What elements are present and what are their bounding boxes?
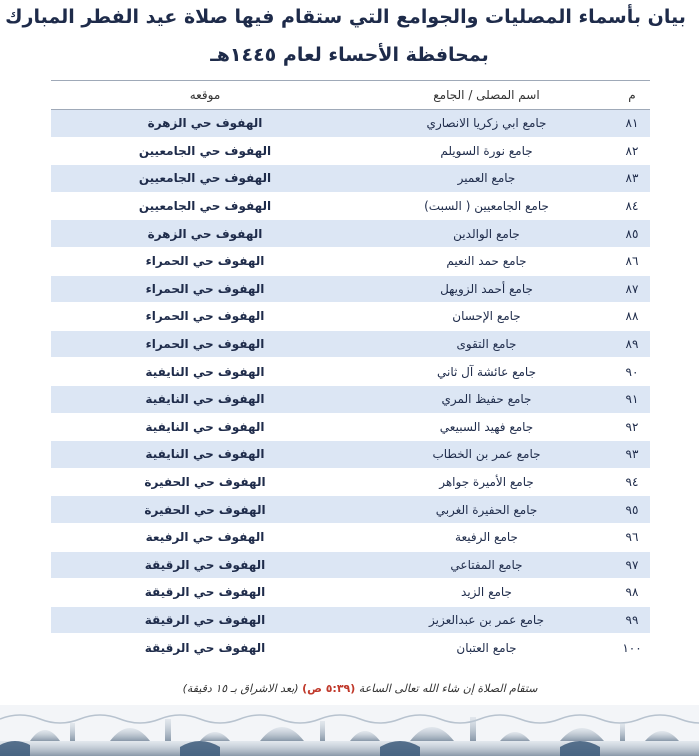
row-number: ٩٥: [614, 496, 650, 524]
mosque-location: الهفوف حي الجامعيين: [51, 137, 359, 165]
table-row: [51, 579, 650, 607]
row-number: ٨٨: [614, 303, 650, 331]
mosque-location: الهفوف حي الرقيقة: [51, 579, 359, 607]
table-row: [51, 551, 650, 579]
mosque-location: الهفوف حي الحمراء: [51, 303, 359, 331]
page-subtitle: بمحافظة الأحساء لعام ١٤٤٥هـ: [210, 44, 489, 66]
mosque-skyline-decoration: [0, 705, 699, 756]
table-row: [51, 220, 650, 248]
mosque-location: الهفوف حي الرقيقة: [51, 551, 359, 579]
table-row: [51, 330, 650, 358]
row-number: ٨٥: [614, 220, 650, 248]
row-number: ٩١: [614, 385, 650, 413]
table-row: [51, 385, 650, 413]
mosque-location: الهفوف حي الحمراء: [51, 330, 359, 358]
mosque-name: جامع عمر بن عبدالعزيز: [359, 606, 614, 634]
mosque-location: الهفوف حي الحمراء: [51, 247, 359, 275]
row-number: ٩٦: [614, 523, 650, 551]
column-header-location: موقعه: [51, 81, 359, 110]
mosque-location: الهفوف حي الحمراء: [51, 275, 359, 303]
mosque-name: جامع الرفيعة: [359, 523, 614, 551]
mosque-location: الهفوف حي الرقيقة: [51, 606, 359, 634]
mosque-name: جامع الإحسان: [359, 303, 614, 331]
mosque-name: جامع الزيد: [359, 579, 614, 607]
note-prefix: ستقام الصلاة إن شاء الله تعالى الساعة: [358, 682, 538, 695]
mosque-name: جامع عمر بن الخطاب: [359, 441, 614, 469]
mosque-name: جامع العتبان: [359, 634, 614, 662]
row-number: ٩٤: [614, 468, 650, 496]
mosque-name: جامع الوالدين: [359, 220, 614, 248]
row-number: ٨١: [614, 110, 650, 138]
mosques-table: [51, 80, 650, 662]
page-title: بيان بأسماء المصليات والجوامع التي ستقام فيها صلاة عيد الفطر المبارك: [5, 6, 686, 28]
row-number: ٨٧: [614, 275, 650, 303]
table-header-row: [51, 81, 650, 110]
prayer-time: (٥:٣٩ ص): [302, 682, 356, 695]
mosque-location: الهفوف حي الجامعيين: [51, 165, 359, 193]
row-number: ٩٩: [614, 606, 650, 634]
table-row: [51, 303, 650, 331]
mosque-location: الهفوف حي الزهرة: [51, 110, 359, 138]
mosque-location: الهفوف حي الحفيرة: [51, 468, 359, 496]
mosque-location: الهفوف حي الزهرة: [51, 220, 359, 248]
mosque-location: الهفوف حي الرفيعة: [51, 523, 359, 551]
table-row: [51, 441, 650, 469]
row-number: ٩٠: [614, 358, 650, 386]
table-row: [51, 468, 650, 496]
mosque-name: جامع التقوى: [359, 330, 614, 358]
mosque-name: جامع العمير: [359, 165, 614, 193]
table-row: [51, 165, 650, 193]
table-row: [51, 137, 650, 165]
mosque-name: جامع نورة السويلم: [359, 137, 614, 165]
row-number: ٩٧: [614, 551, 650, 579]
column-header-num: م: [614, 81, 650, 110]
row-number: ٩٣: [614, 441, 650, 469]
table-row: [51, 606, 650, 634]
column-header-mosque: اسم المصلى / الجامع: [359, 81, 614, 110]
mosque-name: جامع حمد النعيم: [359, 247, 614, 275]
row-number: ٩٢: [614, 413, 650, 441]
mosque-name: جامع عائشة آل ثاني: [359, 358, 614, 386]
table-row: [51, 634, 650, 662]
row-number: ٨٩: [614, 330, 650, 358]
table-row: [51, 192, 650, 220]
table-row: [51, 413, 650, 441]
mosque-location: الهفوف حي الرقيقة: [51, 634, 359, 662]
table-row: [51, 247, 650, 275]
mosque-name: جامع ابي زكريا الانصاري: [359, 110, 614, 138]
row-number: ٨٤: [614, 192, 650, 220]
mosque-location: الهفوف حي النايفية: [51, 385, 359, 413]
row-number: ٨٣: [614, 165, 650, 193]
table-row: [51, 110, 650, 138]
mosque-location: الهفوف حي النايفية: [51, 358, 359, 386]
mosque-name: جامع المفتاعي: [359, 551, 614, 579]
row-number: ١٠٠: [614, 634, 650, 662]
mosque-name: جامع الحفيرة الغربي: [359, 496, 614, 524]
mosque-location: الهفوف حي النايفية: [51, 441, 359, 469]
table-row: [51, 496, 650, 524]
mosque-location: الهفوف حي النايفية: [51, 413, 359, 441]
mosque-name: جامع فهيد السبيعي: [359, 413, 614, 441]
table-row: [51, 358, 650, 386]
mosque-name: جامع حفيظ المري: [359, 385, 614, 413]
table-row: [51, 523, 650, 551]
table-body: [51, 110, 650, 662]
row-number: ٨٦: [614, 247, 650, 275]
row-number: ٩٨: [614, 579, 650, 607]
prayer-time-note: [170, 682, 550, 695]
mosque-name: جامع الأميرة جواهر: [359, 468, 614, 496]
mosque-location: الهفوف حي الجامعيين: [51, 192, 359, 220]
note-suffix: (بعد الاشراق بـ ١٥ دقيقة): [182, 682, 299, 695]
mosque-name: جامع الجامعيين ( السبت): [359, 192, 614, 220]
table-row: [51, 275, 650, 303]
mosque-location: الهفوف حي الحفيرة: [51, 496, 359, 524]
mosque-name: جامع أحمد الزويهل: [359, 275, 614, 303]
row-number: ٨٢: [614, 137, 650, 165]
